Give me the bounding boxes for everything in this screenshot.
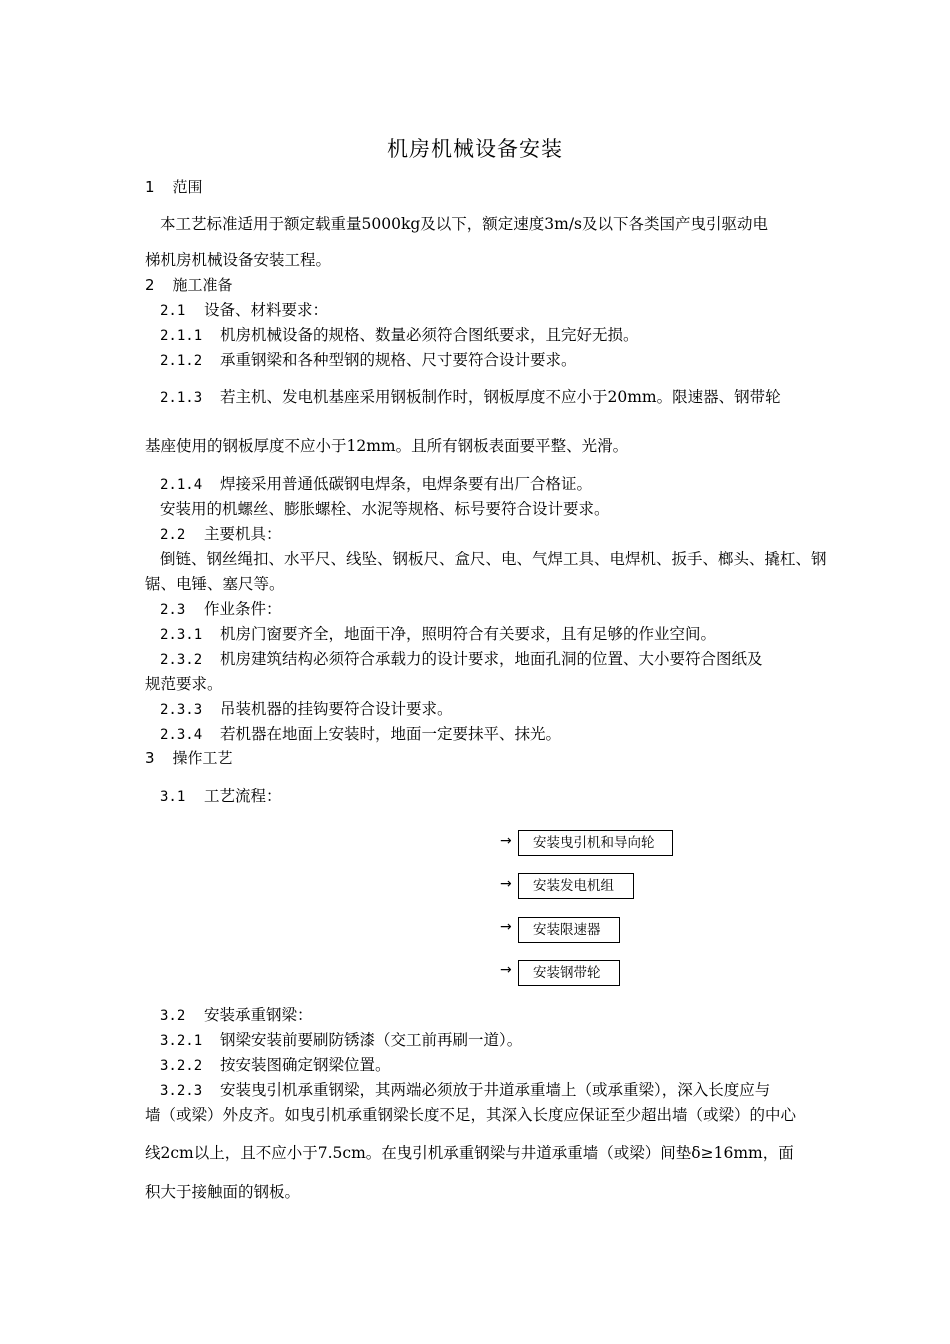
flow-step-1: 安装曳引机和导向轮 xyxy=(518,830,673,856)
item-2-1-2 xyxy=(160,348,577,370)
section-2-heading xyxy=(145,274,233,295)
item-2-3 xyxy=(160,597,282,619)
item-text: 设备、材料要求： xyxy=(204,301,329,319)
paragraph-scope-line2: 梯机房机械设备安装工程。 xyxy=(145,251,332,269)
section-1-heading xyxy=(145,176,203,197)
tools-line1: 倒链、钢丝绳扣、水平尺、线坠、钢板尺、盒尺、电、气焊工具、电焊机、扳手、榔头、撬杠、钢 xyxy=(160,550,827,568)
item-2-3-2 xyxy=(160,647,763,669)
item-number: 3.2.3 xyxy=(160,1083,203,1099)
item-3-2-3-line3: 线2cm以上，且不应小于7.5cm。在曳引机承重钢梁与井道承重墙（或梁）间垫δ≥16mm，面 xyxy=(145,1144,794,1162)
item-number: 3.1 xyxy=(160,789,186,805)
item-text: 焊接采用普通低碳钢电焊条，电焊条要有出厂合格证。 xyxy=(220,475,593,493)
item-3-2-1 xyxy=(160,1028,522,1050)
item-number: 2.3.4 xyxy=(160,727,203,743)
item-2-1 xyxy=(160,298,328,320)
item-text: 承重钢梁和各种型钢的规格、尺寸要符合设计要求。 xyxy=(220,351,577,369)
item-number: 2.1.3 xyxy=(160,390,203,406)
item-number: 2.1.1 xyxy=(160,328,203,344)
item-number: 2.1.4 xyxy=(160,477,203,493)
item-3-2-3-line4: 积大于接触面的钢板。 xyxy=(145,1183,301,1201)
item-text: 主要机具： xyxy=(204,525,282,543)
item-2-1-3-continued: 基座使用的钢板厚度不应小于12mm。且所有钢板表面要平整、光滑。 xyxy=(145,437,629,455)
item-text: 若机器在地面上安装时，地面一定要抹平、抹光。 xyxy=(220,725,562,743)
tools-line2: 锯、电锤、塞尺等。 xyxy=(145,575,285,593)
item-number: 3.2 xyxy=(160,1008,186,1024)
paragraph-scope-line1: 本工艺标准适用于额定载重量5000kg及以下，额定速度3m/s及以下各类国产曳引驱动电 xyxy=(160,215,768,233)
item-2-1-3 xyxy=(160,385,781,407)
item-3-2-3-line2: 墙（或梁）外皮齐。如曳引机承重钢梁长度不足，其深入长度应保证至少超出墙（或梁）的中心 xyxy=(145,1106,797,1124)
flow-step-4: 安装钢带轮 xyxy=(518,960,620,986)
paragraph-bolts: 安装用的机螺丝、膨胀螺栓、水泥等规格、标号要符合设计要求。 xyxy=(160,500,610,518)
item-3-2 xyxy=(160,1003,313,1025)
item-text: 若主机、发电机基座采用钢板制作时，钢板厚度不应小于20mm。限速器、钢带轮 xyxy=(220,388,781,406)
section-title: 范围 xyxy=(172,178,203,196)
item-2-3-3 xyxy=(160,697,453,719)
item-number: 2.3.3 xyxy=(160,702,203,718)
section-number: 1 xyxy=(145,178,155,196)
item-2-2 xyxy=(160,522,282,544)
item-text: 机房机械设备的规格、数量必须符合图纸要求，且完好无损。 xyxy=(220,326,639,344)
item-number: 3.2.2 xyxy=(160,1058,203,1074)
section-3-heading xyxy=(145,747,233,768)
item-2-3-1 xyxy=(160,622,716,644)
flow-arrow-icon: → xyxy=(500,962,512,978)
item-number: 2.1.2 xyxy=(160,353,203,369)
item-number: 2.1 xyxy=(160,303,186,319)
item-text: 安装承重钢梁： xyxy=(204,1006,313,1024)
section-title: 操作工艺 xyxy=(172,749,233,767)
flow-arrow-icon: → xyxy=(500,876,512,892)
item-2-1-4 xyxy=(160,472,592,494)
item-text: 作业条件： xyxy=(204,600,282,618)
item-text: 安装曳引机承重钢梁，其两端必须放于井道承重墙上（或承重梁），深入长度应与 xyxy=(220,1081,771,1099)
section-number: 3 xyxy=(145,749,155,767)
item-text: 机房门窗要齐全，地面干净，照明符合有关要求，且有足够的作业空间。 xyxy=(220,625,717,643)
item-number: 3.2.1 xyxy=(160,1033,203,1049)
flow-arrow-icon: → xyxy=(500,919,512,935)
item-text: 按安装图确定钢梁位置。 xyxy=(220,1056,391,1074)
item-text: 吊装机器的挂钩要符合设计要求。 xyxy=(220,700,453,718)
item-text: 钢梁安装前要刷防锈漆（交工前再刷一道）。 xyxy=(220,1031,523,1049)
item-number: 2.3.2 xyxy=(160,652,203,668)
document-title: 机房机械设备安装 xyxy=(387,137,563,161)
item-3-2-3 xyxy=(160,1078,770,1100)
section-number: 2 xyxy=(145,276,155,294)
item-3-1 xyxy=(160,784,282,806)
item-number: 2.3.1 xyxy=(160,627,203,643)
item-2-3-2-continued: 规范要求。 xyxy=(145,675,223,693)
item-2-1-1 xyxy=(160,323,639,345)
item-number: 2.2 xyxy=(160,527,186,543)
flow-step-3: 安装限速器 xyxy=(518,917,620,943)
section-title: 施工准备 xyxy=(172,276,233,294)
item-text: 工艺流程： xyxy=(204,787,282,805)
flow-arrow-icon: → xyxy=(500,833,512,849)
item-3-2-2 xyxy=(160,1053,391,1075)
item-text: 机房建筑结构必须符合承载力的设计要求，地面孔洞的位置、大小要符合图纸及 xyxy=(220,650,763,668)
flow-step-2: 安装发电机组 xyxy=(518,873,634,899)
item-number: 2.3 xyxy=(160,602,186,618)
item-2-3-4 xyxy=(160,722,561,744)
